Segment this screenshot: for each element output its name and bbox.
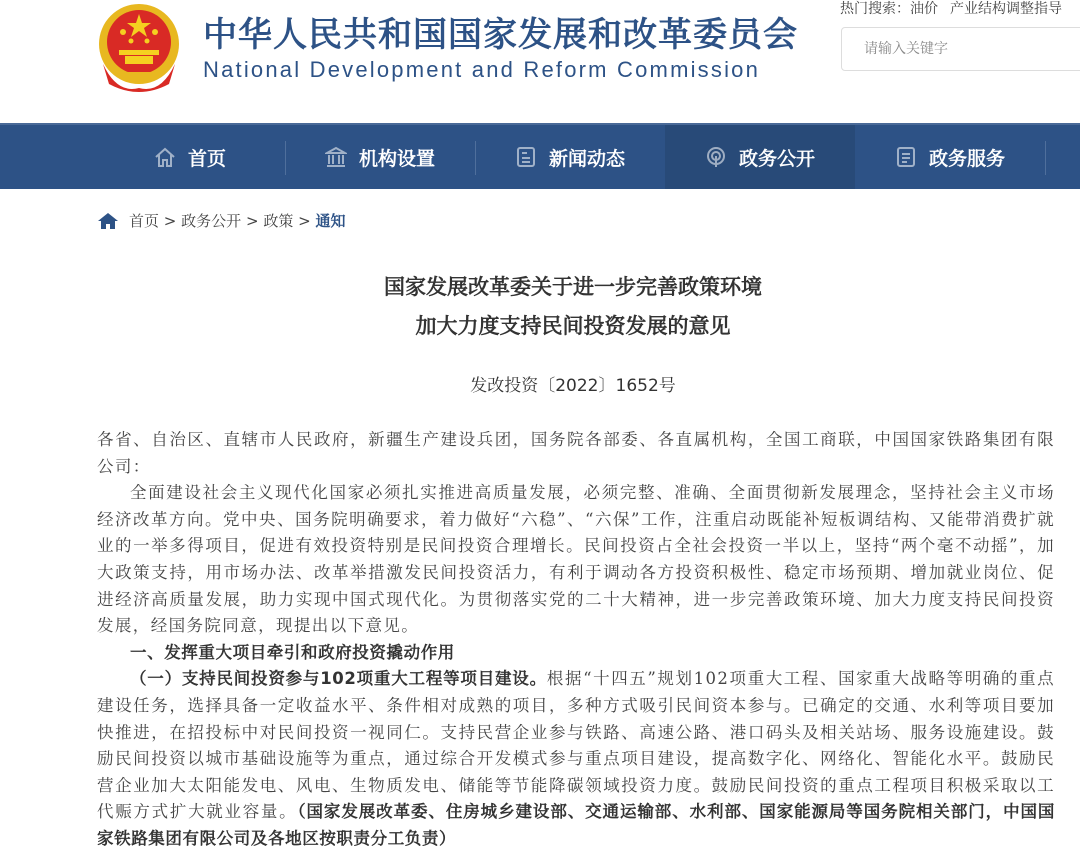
site-title-cn: 中华人民共和国国家发展和改革委员会: [203, 15, 798, 55]
salutation: 各省、自治区、直辖市人民政府，新疆生产建设兵团，国务院各部委、各直属机构，全国工商联，中国国家铁路集团有限公司：: [97, 430, 1055, 476]
item-heading: （一）支持民间投资参与102项重大工程等项目建设。: [130, 669, 547, 689]
breadcrumb-link[interactable]: 首页: [129, 212, 160, 230]
hot-search-link[interactable]: 油价: [910, 1, 938, 17]
hot-search: [840, 0, 1074, 20]
newspaper-icon: [515, 146, 537, 168]
nav-label: 首页: [187, 147, 226, 170]
nav-item-government-affairs[interactable]: [665, 125, 855, 189]
intro-paragraph: 全面建设社会主义现代化国家必须扎实推进高质量发展，必须完整、准确、全面贯彻新发展理念，坚持社会主义市场经济改革方向。党中央、国务院明确要求，着力做好“六稳”、“六保”工作，注重启动既能补短板调结构、又能带消费扩就业的一举多得项目，促进有效投资特别是民间投资合理增长。民间投资占全社会投资一半以上，坚持“两个毫不动摇”，加大政策支持，用市场办法、改革举措激发民间投资活力，有利于调动各方投资积极性、稳定市场预期、增加就业岗位、促进经济高质量发展，助力实现中国式现代化。为贯彻落实党的二十大精神，进一步完善政策环境、加大力度支持民间投资发展，经国务院同意，现提出以下意见。: [97, 483, 1055, 636]
title-line: 国家发展改革委关于进一步完善政策环境: [384, 275, 762, 299]
home-icon[interactable]: [97, 212, 119, 230]
nav-label: 政务公开: [738, 147, 815, 170]
site-title-en: National Development and Reform Commission: [203, 57, 761, 82]
article-body: [97, 427, 1055, 853]
breadcrumb-link[interactable]: 政务公开: [181, 212, 242, 230]
article-title: [0, 268, 1080, 346]
breadcrumb-separator: >: [298, 212, 311, 230]
building-icon: [325, 146, 347, 168]
search-input[interactable]: [841, 27, 1080, 71]
breadcrumb-link[interactable]: 政策: [263, 212, 294, 230]
title-line: 加大力度支持民间投资发展的意见: [415, 314, 731, 338]
breadcrumb-separator: >: [245, 212, 259, 230]
nav-item-home[interactable]: [95, 125, 285, 189]
broadcast-icon: [705, 146, 727, 168]
breadcrumb-current[interactable]: 通知: [315, 212, 346, 230]
breadcrumb-separator: >: [163, 212, 177, 230]
search-placeholder: 请输入关键字: [864, 41, 948, 57]
nav-divider: [1045, 141, 1046, 175]
nav-label: 机构设置: [358, 147, 435, 170]
nav-item-organization[interactable]: [285, 125, 475, 189]
main-nav: [0, 123, 1080, 189]
national-emblem-logo[interactable]: [97, 4, 181, 94]
site-header: [0, 0, 1080, 123]
responsible-departments: （国家发展改革委、住房城乡建设部、交通运输部、水利部、国家能源局等国务院相关部门，中国国家铁路集团有限公司及各地区按职责分工负责）: [97, 802, 1055, 848]
home-icon: [154, 146, 176, 168]
breadcrumb: [97, 211, 345, 231]
item-body: 根据“十四五”规划102项重大工程、国家重大战略等明确的重点建设任务，选择具备一定收益水平、条件相对成熟的项目，多种方式吸引民间资本参与。已确定的交通、水利等项目要加快推进，在招投标中对民间投资一视同仁。支持民营企业参与铁路、高速公路、港口码头及相关站场、服务设施建设。鼓励民间投资以城市基础设施等为重点，通过综合开发模式参与重点项目建设，提高数字化、网络化、智能化水平。鼓励民营企业加大太阳能发电、风电、生物质发电、储能等节能降碳领域投资力度。鼓励民间投资的重点工程项目积极采取以工代赈方式扩大就业容量。: [97, 669, 1055, 822]
nav-label: 新闻动态: [548, 147, 625, 170]
hot-search-label: 热门搜索：: [840, 1, 910, 17]
nav-label: 政务服务: [928, 147, 1005, 170]
document-icon: [895, 146, 917, 168]
item-paragraph: [97, 666, 1055, 852]
section-heading: 一、发挥重大项目牵引和政府投资撬动作用: [130, 642, 455, 662]
hot-search-link[interactable]: 产业结构调整指导: [950, 1, 1062, 17]
document-number: 发改投资〔2022〕1652号: [470, 376, 676, 396]
nav-item-services[interactable]: [855, 125, 1045, 189]
nav-item-news[interactable]: [475, 125, 665, 189]
